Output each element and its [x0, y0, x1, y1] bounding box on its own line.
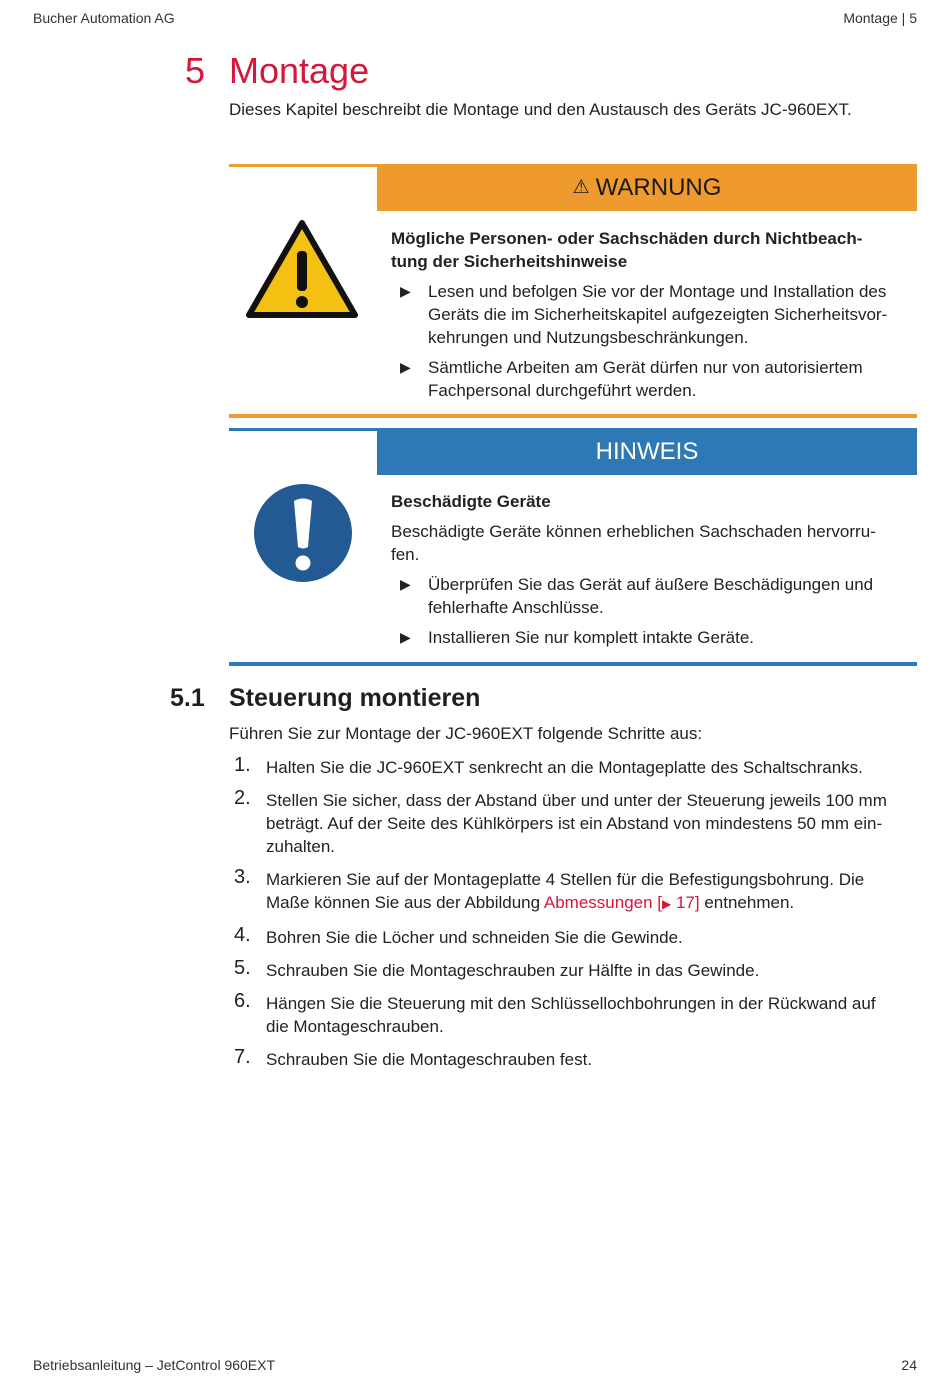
step-text-line: Markieren Sie auf der Montageplatte 4 Stellen für die Befestigungsbohrung. Die	[266, 870, 865, 889]
step-text-line	[266, 891, 919, 916]
step-text-line: Schrauben Sie die Montageschrauben fest.	[266, 1050, 593, 1069]
notice-text-line: fen.	[391, 545, 420, 564]
step-text-line: Halten Sie die JC-960EXT senkrecht an die Montageplatte des Schaltschranks.	[266, 758, 863, 777]
page-number: 24	[901, 1357, 917, 1373]
page-header-company: Bucher Automation AG	[33, 10, 175, 26]
bullet-text-line: Lesen und befolgen Sie vor der Montage und Installation des	[428, 282, 887, 301]
link-text: Abmessungen [	[543, 893, 663, 912]
list-item	[229, 959, 919, 982]
notice-heading: Beschädigte Geräte	[391, 492, 551, 511]
list-item	[229, 789, 919, 858]
step-number: 3.	[234, 866, 251, 888]
step-number: 5.	[234, 957, 251, 979]
notice-body	[391, 490, 911, 649]
step-text: entnehmen.	[699, 893, 795, 912]
arrow-right-icon: ▶	[400, 283, 411, 299]
bullet-text-line: Sämtliche Arbeiten am Gerät dürfen nur von autorisiertem	[428, 358, 863, 377]
step-text-line: Schrauben Sie die Montageschrauben zur Hälfte in das Gewinde.	[266, 961, 760, 980]
warning-bullet	[391, 356, 911, 402]
warning-heading	[391, 227, 911, 273]
page-footer-title: Betriebsanleitung – JetControl 960EXT	[33, 1357, 276, 1373]
bullet-text-line: fehlerhafte Anschlüsse.	[428, 598, 604, 617]
list-item	[229, 926, 919, 949]
list-item	[229, 868, 919, 916]
list-item	[229, 992, 919, 1038]
warning-body	[391, 227, 911, 402]
bullet-text-line: kehrungen und Nutzungsbeschränkungen.	[428, 328, 749, 347]
notice-bullet	[391, 573, 911, 619]
notice-text-line: Beschädigte Geräte können erheblichen Sachschaden hervorru-	[391, 522, 876, 541]
warning-triangle-icon	[245, 219, 359, 319]
bullet-text-line: Installieren Sie nur komplett intakte Geräte.	[428, 628, 754, 647]
arrow-right-icon: ▶	[400, 576, 411, 592]
step-number: 6.	[234, 990, 251, 1012]
bullet-text-line: Überprüfen Sie das Gerät auf äußere Beschädigungen und	[428, 575, 874, 594]
page-arrow-icon: ▶	[662, 897, 672, 911]
exclamation-circle-icon	[253, 483, 353, 583]
warning-small-icon: ⚠	[572, 177, 590, 198]
section-title: Steuerung montieren	[229, 684, 481, 712]
arrow-right-icon: ▶	[400, 629, 411, 645]
list-item	[229, 756, 919, 779]
warning-icon-column	[229, 164, 377, 418]
notice-box	[229, 428, 917, 666]
step-text-line: Stellen Sie sicher, dass der Abstand über und unter der Steuerung jeweils 100 mm	[266, 791, 887, 810]
warning-bullet	[391, 280, 911, 349]
warning-label: WARNUNG	[595, 173, 722, 201]
notice-bottom-line	[229, 662, 917, 666]
notice-icon-column	[229, 428, 377, 666]
section-number: 5.1	[170, 684, 205, 712]
notice-bullet	[391, 626, 911, 649]
step-text-line: beträgt. Auf der Seite des Kühlkörpers ist ein Abstand von mindestens 50 mm ein-	[266, 814, 883, 833]
section-intro: Führen Sie zur Montage der JC-960EXT folgende Schritte aus:	[229, 724, 703, 743]
step-number: 4.	[234, 924, 251, 946]
step-text: Maße können Sie aus der Abbildung	[266, 893, 544, 912]
bullet-text-line: Geräts die im Sicherheitskapitel aufgezeigten Sicherheitsvor-	[428, 305, 888, 324]
chapter-title: Montage	[229, 50, 370, 91]
warning-header	[377, 164, 917, 211]
step-text-line: Hängen Sie die Steuerung mit den Schlüssellochbohrungen in der Rückwand auf	[266, 994, 876, 1013]
step-text-line: Bohren Sie die Löcher und schneiden Sie die Gewinde.	[266, 928, 683, 947]
step-number: 1.	[234, 754, 251, 776]
warning-bottom-line	[229, 414, 917, 418]
notice-label: HINWEIS	[595, 437, 699, 465]
bullet-text-line: Fachpersonal durchgeführt werden.	[428, 381, 697, 400]
arrow-right-icon: ▶	[400, 359, 411, 375]
notice-header	[377, 428, 917, 475]
notice-text	[391, 520, 911, 566]
list-item	[229, 1048, 919, 1071]
step-text-line: zuhalten.	[266, 837, 335, 856]
cross-reference-link[interactable]	[544, 893, 700, 912]
step-number: 7.	[234, 1046, 251, 1068]
warning-heading-line: tung der Sicherheitshinweise	[391, 252, 628, 271]
chapter-intro: Dieses Kapitel beschreibt die Montage und den Austausch des Geräts JC-960EXT.	[229, 100, 852, 119]
page-header-section: Montage | 5	[843, 10, 917, 26]
link-page: 17]	[671, 893, 700, 912]
step-text-line: die Montageschrauben.	[266, 1017, 444, 1036]
warning-heading-line: Mögliche Personen- oder Sachschäden durch Nichtbeach-	[391, 229, 863, 248]
step-number: 2.	[234, 787, 251, 809]
steps-list	[229, 756, 919, 1081]
warning-box	[229, 164, 917, 418]
chapter-number: 5	[185, 50, 206, 91]
